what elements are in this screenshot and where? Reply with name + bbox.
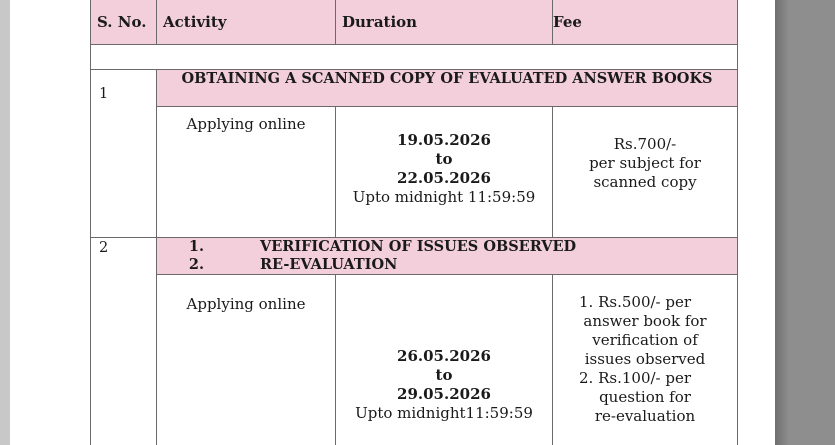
row2-to: to [435,366,453,384]
row1-date-from: 19.05.2026 [397,131,491,149]
row2-date-from: 26.05.2026 [397,347,491,365]
row2-title-item2: 2. RE-EVALUATION [188,256,398,273]
schedule-table [90,0,738,445]
row2-deadline: Upto midnight11:59:59 [355,404,533,422]
page-edge [0,0,10,445]
row1-detail-row [91,107,738,238]
row2-fee-item2: 2. Rs.100/- per [579,369,692,387]
row1-fee [553,107,738,238]
row1-fee-line2: per subject for [589,154,701,172]
page-shadow [775,0,789,445]
header-row [91,0,738,45]
row1-deadline: Upto midnight 11:59:59 [352,188,536,206]
row2-detail-row [91,275,738,445]
row1-date-to: 22.05.2026 [397,169,491,187]
row2-title-item1: 1. VERIFICATION OF ISSUES OBSERVED [188,238,577,255]
row1-to: to [435,150,453,168]
row2-date-to: 29.05.2026 [397,385,491,403]
row2-activity: Applying online [157,275,336,445]
row1-sno: 1 [91,70,157,238]
row2-sno: 2 [91,238,157,445]
row2-duration [336,275,553,445]
row1-title-row [91,70,738,107]
row2-title [157,238,738,275]
header-duration: Duration [336,0,553,45]
spacer-row [91,45,738,70]
header-activity: Activity [157,0,336,45]
row1-fee-line1: Rs.700/- [613,135,677,153]
header-fee: Fee [553,0,738,45]
row1-duration [336,107,553,238]
row2-fee: 1. Rs.500/- per answer book for verification of issues observed 2. Rs.100/- per question for re-evaluation [553,275,738,445]
row2-fee-item1: 1. Rs.500/- per [579,293,692,311]
row2-title-row [91,238,738,275]
row1-activity: Applying online [157,107,336,238]
row1-title: OBTAINING A SCANNED COPY OF EVALUATED ANSWER BOOKS [157,70,738,107]
header-sno: S. No. [91,0,157,45]
row1-fee-line3: scanned copy [593,173,697,191]
